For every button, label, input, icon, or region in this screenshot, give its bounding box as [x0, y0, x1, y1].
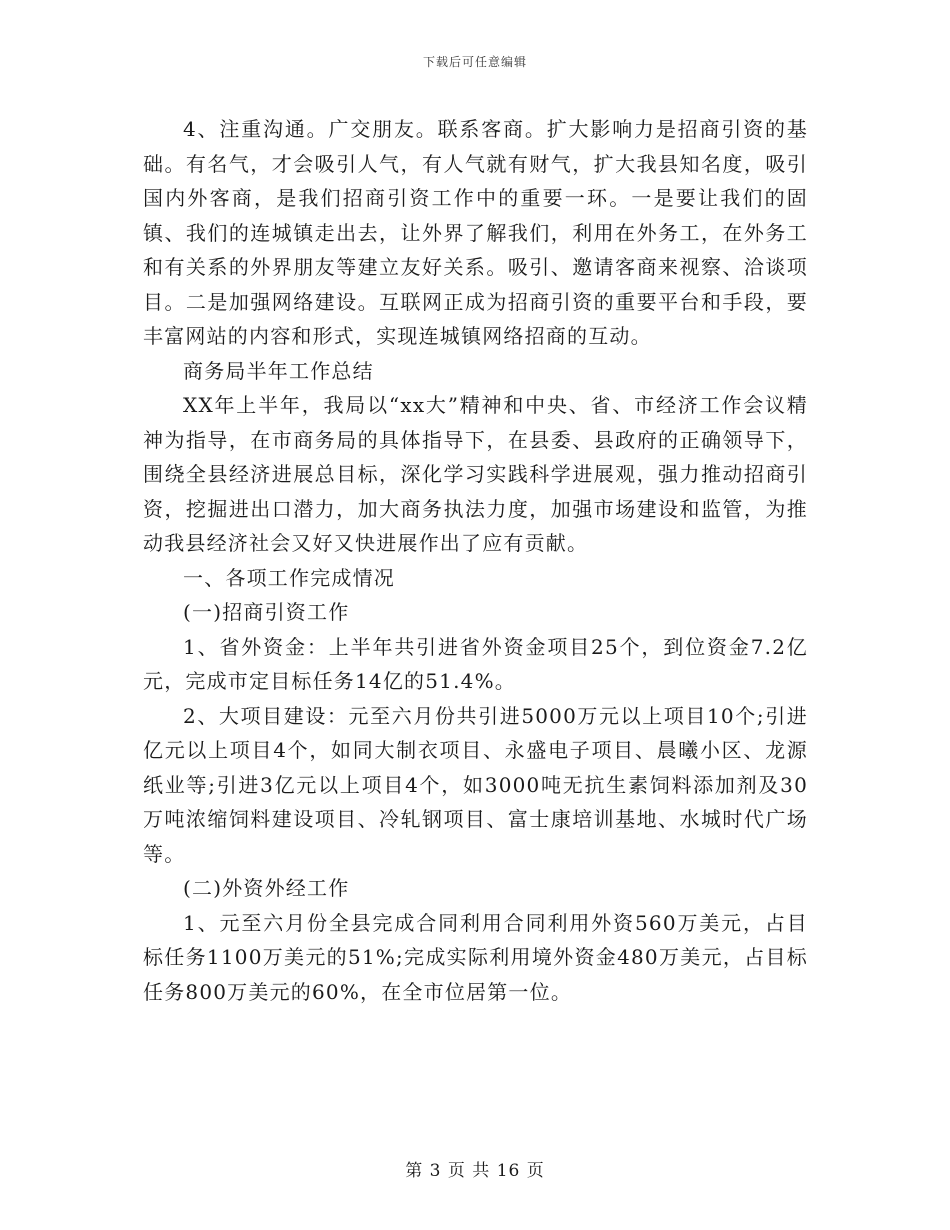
- subheading-investment: (一)招商引资工作: [183, 600, 350, 624]
- paragraph-foreign-capital: 1、元至六月份全县完成合同利用合同利用外资560万美元，占目标任务1100万美元的51%;完成实际利用境外资金480万美元，占目标任务800万美元的60%，在全市位居第一位。: [143, 910, 808, 1004]
- paragraph-external-funds: 1、省外资金：上半年共引进省外资金项目25个，到位资金7.2亿元，完成市定目标任务14亿的51.4%。: [143, 634, 808, 693]
- paragraph-major-projects: 2、大项目建设：元至六月份共引进5000万元以上项目10个;引进亿元以上项目4个，如同大制衣项目、永盛电子项目、晨曦小区、龙源纸业等;引进3亿元以上项目4个，如3000吨无抗生素饲料添加剂及30万吨浓缩饲料建设项目、冷轧钢项目、富士康培训基地、水城时代广场等。: [143, 703, 808, 866]
- page-header: 下载后可任意编辑: [422, 55, 527, 69]
- subheading-foreign-capital: (二)外资外经工作: [183, 876, 350, 900]
- page-footer: 第 3 页 共 16 页: [405, 1161, 545, 1181]
- paragraph-intro: XX年上半年，我局以“xx大”精神和中央、省、市经济工作会议精神为指导，在市商务局的具体指导下，在县委、县政府的正确领导下，围绕全县经济进展总目标，深化学习实践科学进展观，强力推动招商引资，挖掘进出口潜力，加大商务执法力度，加强市场建设和监管，为推动我县经济社会又好又快进展作出了应有贡献。: [143, 393, 808, 555]
- document-body: [143, 112, 808, 1009]
- paragraph-communication: 4、注重沟通。广交朋友。联系客商。扩大影响力是招商引资的基础。有名气，才会吸引人气，有人气就有财气，扩大我县知名度，吸引国内外客商，是我们招商引资工作中的重要一环。一是要让我们的固镇、我们的连城镇走出去，让外界了解我们，利用在外务工，在外务工和有关系的外界朋友等建立友好关系。吸引、邀请客商来视察、洽谈项目。二是加强网络建设。互联网正成为招商引资的重要平台和手段，要丰富网站的内容和形式，实现连城镇网络招商的互动。: [143, 117, 808, 348]
- heading-completion: 一、各项工作完成情况: [183, 565, 395, 590]
- section-title: 商务局半年工作总结: [183, 358, 374, 383]
